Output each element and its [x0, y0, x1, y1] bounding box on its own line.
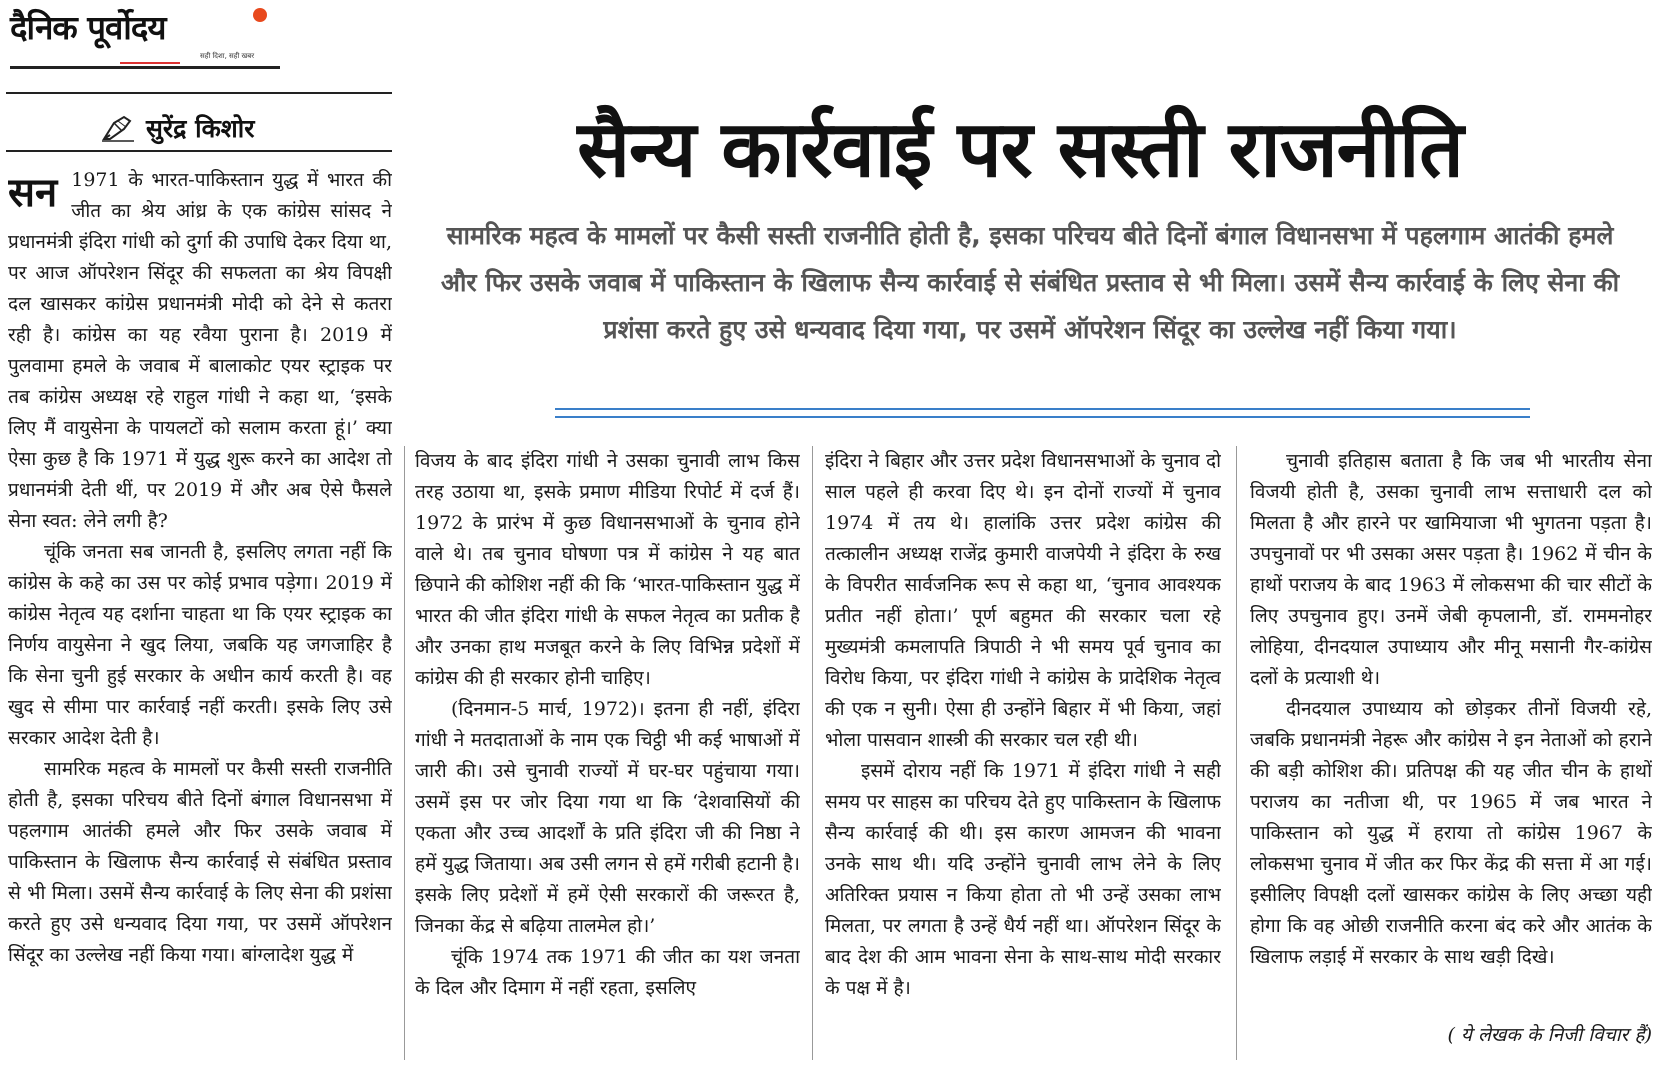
drop-cap: सन — [8, 170, 58, 216]
author-bottom-rule — [6, 150, 392, 152]
body-column-1 — [8, 165, 392, 1060]
article-deck: सामरिक महत्व के मामलों पर कैसी सस्ती राजनीति होती है, इसका परिचय बीते दिनों बंगाल विधानसभा में पहलगाम आतंकी हमले और फिर उसके जवाब में पाकिस्तान के खिलाफ सैन्य कार्रवाई से संबंधित प्रस्ताव से भी मिला। उसमें सैन्य कार्रवाई के लिए सेना की प्रशंसा करते हुए उसे धन्यवाद दिया गया, पर उसमें ऑपरेशन सिंदूर का उल्लेख नहीं किया गया। — [440, 221, 1620, 344]
body-column-2 — [415, 446, 800, 1060]
article-headline: सैन्य कार्रवाई पर सस्ती राजनीति — [577, 105, 1463, 195]
paragraph: दीनदयाल उपाध्याय को छोड़कर तीनों विजयी रहे, जबकि प्रधानमंत्री नेहरू और कांग्रेस ने इन नेताओं को हराने की बड़ी कोशिश की। प्रतिपक्ष की यह जीत चीन के हाथों पराजय का नतीजा थी, पर 1965 में जब भारत ने पाकिस्तान को युद्ध में हराया तो कांग्रेस 1967 के लोकसभा चुनाव में जीत कर फिर केंद्र की सत्ता में आ गई। इसीलिए विपक्षी दलों खासकर कांग्रेस के लिए अच्छा यही होगा कि वह ओछी राजनीति करना बंद करे और आतंक के खिलाफ लड़ाई में सरकार के साथ खड़ी दिखे। — [1250, 698, 1652, 968]
paragraph: 1971 के भारत-पाकिस्तान युद्ध में भारत की जीत का श्रेय आंध्र के एक कांग्रेस सांसद ने प्रधानमंत्री इंदिरा गांधी को दुर्गा की उपाधि देकर दिया था, पर आज ऑपरेशन सिंदूर की सफलता का श्रेय विपक्षी दल खासकर कांग्रेस प्रधानमंत्री मोदी को देने से कतरा रही है। कांग्रेस का यह रवैया पुराना है। 2019 में पुलवामा हमले के जवाब में बालाकोट एयर स्ट्राइक पर तब कांग्रेस अध्यक्ष रहे राहुल गांधी ने कहा था, ‘इसके लिए मैं वायुसेना के पायलटों को सलाम करता हूं।’ क्या ऐसा कुछ है कि 1971 में युद्ध शुरू करने का आदेश तो प्रधानमंत्री देती थीं, पर 2019 में और अब ऐसे फैसले सेना स्वत: लेने लगी है? — [8, 169, 392, 532]
author-name[interactable]: सुरेंद्र किशोर — [146, 114, 255, 143]
author-top-rule — [6, 92, 392, 94]
paragraph: चूंकि जनता सब जानती है, इसलिए लगता नहीं कि कांग्रेस के कहे का उस पर कोई प्रभाव पड़ेगा। 2019 में कांग्रेस नेतृत्व यह दर्शाना चाहता था कि एयर स्ट्राइक का निर्णय वायुसेना ने खुद लिया, जबकि यह जगजाहिर है कि सेना चुनी हुई सरकार के अधीन कार्य करती है। वह खुद से सीमा पार कार्रवाई नहीं करती। इसके लिए उसे सरकार आदेश देती है। — [8, 541, 392, 749]
paragraph: (दिनमान-5 मार्च, 1972)। इतना ही नहीं, इंदिरा गांधी ने मतदाताओं के नाम एक चिट्ठी भी कई भाषाओं में जारी की। उसे चुनावी राज्यों में घर-घर पहुंचाया गया। उसमें इस पर जोर दिया गया था कि ‘देशवासियों की एकता और उच्च आदर्शों के प्रति इंदिरा जी की निष्ठा ने हमें युद्ध जिताया। अब उसी लगन से हमें गरीबी हटानी है। इसके लिए प्रदेशों में हमें ऐसी सरकारों की जरूरत है, जिनका केंद्र से बढ़िया तालमेल हो।’ — [415, 698, 800, 937]
newspaper-logo[interactable]: दैनिक पूर्वोदय — [10, 8, 166, 47]
body-column-3 — [825, 446, 1221, 1060]
logo-dot-icon — [253, 8, 267, 22]
column-divider — [404, 446, 405, 1060]
paragraph: इंदिरा ने बिहार और उत्तर प्रदेश विधानसभाओं के चुनाव दो साल पहले ही करवा दिए थे। इन दोनों राज्यों में चुनाव 1974 में तय थे। हालांकि उत्तर प्रदेश कांग्रेस की तत्कालीन अध्यक्ष राजेंद्र कुमारी वाजपेयी ने इंदिरा के रुख के विपरीत सार्वजनिक रूप से कहा था, ‘चुनाव आवश्यक प्रतीत नहीं होता।’ पूर्ण बहुमत की सरकार चला रहे मुख्यमंत्री कमलापति त्रिपाठी ने भी समय पूर्व चुनाव का विरोध किया, पर इंदिरा गांधी ने कांग्रेस के प्रादेशिक नेतृत्व की एक न सुनी। ऐसा ही उन्होंने बिहार में भी किया, जहां भोला पासवान शास्त्री की सरकार चल रही थी। — [825, 450, 1221, 751]
paragraph: चूंकि 1974 तक 1971 की जीत का यश जनता के दिल और दिमाग में नहीं रहता, इसलिए — [415, 946, 800, 999]
deck-rule-top — [555, 408, 1530, 410]
masthead — [10, 8, 280, 70]
masthead-rule — [10, 66, 280, 69]
column-divider — [812, 446, 813, 1060]
pen-nib-icon — [100, 113, 136, 143]
masthead-accent-rule — [120, 62, 180, 64]
logo-tagline: सही दिशा, सही खबर — [200, 52, 255, 60]
column-divider — [1236, 446, 1237, 1060]
deck-rule-bottom — [555, 416, 1530, 418]
paragraph: विजय के बाद इंदिरा गांधी ने उसका चुनावी लाभ किस तरह उठाया था, इसके प्रमाण मीडिया रिपोर्ट में दर्ज हैं। 1972 के प्रारंभ में कुछ विधानसभाओं के चुनाव होने वाले थे। तब चुनाव घोषणा पत्र में कांग्रेस ने यह बात छिपाने की कोशिश नहीं की कि ‘भारत-पाकिस्तान युद्ध में भारत की जीत इंदिरा गांधी के सफल नेतृत्व का प्रतीक है और उनका हाथ मजबूत करने के लिए विभिन्न प्रदेशों में कांग्रेस की ही सरकार होनी चाहिए। — [415, 450, 800, 689]
paragraph: इसमें दोराय नहीं कि 1971 में इंदिरा गांधी ने सही समय पर साहस का परिचय देते हुए पाकिस्तान के खिलाफ सैन्य कार्रवाई की थी। इस कारण आमजन की भावना उनके साथ थी। यदि उन्होंने चुनावी लाभ लेने के लिए अतिरिक्त प्रयास न किया होता तो भी उन्हें उसका लाभ मिलता, पर लगता है उन्हें धैर्य नहीं था। ऑपरेशन सिंदूर के बाद देश की आम भावना सेना के साथ-साथ मोदी सरकार के पक्ष में है। — [825, 760, 1221, 999]
paragraph: सामरिक महत्व के मामलों पर कैसी सस्ती राजनीति होती है, इसका परिचय बीते दिनों बंगाल विधानसभा में पहलगाम आतंकी हमले और फिर उसके जवाब में पाकिस्तान के खिलाफ सैन्य कार्रवाई से संबंधित प्रस्ताव से भी मिला। उसमें सैन्य कार्रवाई के लिए सेना की प्रशंसा करते हुए उसे धन्यवाद दिया गया, पर उसमें ऑपरेशन सिंदूर का उल्लेख नहीं किया गया। बांग्लादेश युद्ध में — [8, 758, 392, 966]
body-column-4 — [1250, 446, 1652, 1060]
author-byline — [100, 110, 254, 146]
author-disclaimer: ( ये लेखक के निजी विचार हैं) — [1447, 1024, 1652, 1046]
paragraph: चुनावी इतिहास बताता है कि जब भी भारतीय सेना विजयी होती है, उसका चुनावी लाभ सत्ताधारी दल को मिलता है और हारने पर खामियाजा भी भुगतना पड़ता है। उपचुनावों पर भी उसका असर पड़ता है। 1962 में चीन के हाथों पराजय के बाद 1963 में लोकसभा की चार सीटों के लिए उपचुनाव हुए। उनमें जेबी कृपलानी, डॉ. राममनोहर लोहिया, दीनदयाल उपाध्याय और मीनू मसानी गैर-कांग्रेस दलों के प्रत्याशी थे। — [1250, 450, 1652, 689]
